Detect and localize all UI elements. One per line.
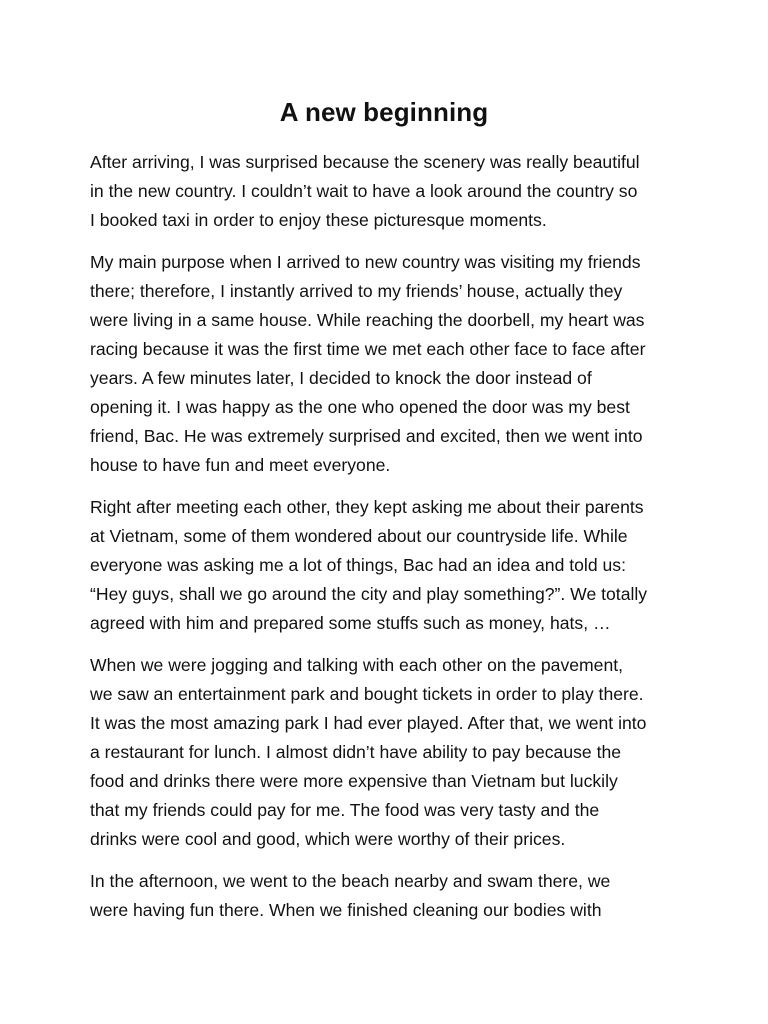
text-line: I booked taxi in order to enjoy these picturesque moments.	[90, 210, 547, 230]
text-line: at Vietnam, some of them wondered about our countryside life. While	[90, 526, 628, 546]
document-body	[90, 148, 682, 938]
text-line: drinks were cool and good, which were worthy of their prices.	[90, 829, 566, 849]
text-line: years. A few minutes later, I decided to knock the door instead of	[90, 368, 592, 388]
text-line: “Hey guys, shall we go around the city and play something?”. We totally	[90, 584, 648, 604]
paragraph-4	[90, 651, 682, 854]
text-line: house to have fun and meet everyone.	[90, 455, 391, 475]
text-line: food and drinks there were more expensive than Vietnam but luckily	[90, 771, 618, 791]
text-line: racing because it was the first time we met each other face to face after	[90, 339, 646, 359]
paragraph-3	[90, 493, 682, 638]
text-line: were having fun there. When we finished cleaning our bodies with	[90, 900, 602, 920]
text-line: were living in a same house. While reaching the doorbell, my heart was	[90, 310, 645, 330]
text-line: It was the most amazing park I had ever played. After that, we went into	[90, 713, 647, 733]
text-line: Right after meeting each other, they kept asking me about their parents	[90, 497, 644, 517]
text-line: we saw an entertainment park and bought tickets in order to play there.	[90, 684, 644, 704]
paragraph-1	[90, 148, 682, 235]
text-line: that my friends could pay for me. The food was very tasty and the	[90, 800, 600, 820]
text-line: in the new country. I couldn’t wait to have a look around the country so	[90, 181, 638, 201]
paragraph-5	[90, 867, 682, 925]
text-line: agreed with him and prepared some stuffs such as money, hats, …	[90, 613, 611, 633]
text-line: friend, Bac. He was extremely surprised and excited, then we went into	[90, 426, 643, 446]
document-title: A new beginning	[279, 97, 489, 127]
text-line: everyone was asking me a lot of things, Bac had an idea and told us:	[90, 555, 626, 575]
text-line: In the afternoon, we went to the beach nearby and swam there, we	[90, 871, 611, 891]
text-line: When we were jogging and talking with each other on the pavement,	[90, 655, 624, 675]
text-line: opening it. I was happy as the one who opened the door was my best	[90, 397, 630, 417]
text-line: After arriving, I was surprised because the scenery was really beautiful	[90, 152, 640, 172]
text-line: My main purpose when I arrived to new country was visiting my friends	[90, 252, 641, 272]
text-line: a restaurant for lunch. I almost didn’t have ability to pay because the	[90, 742, 622, 762]
text-line: there; therefore, I instantly arrived to my friends’ house, actually they	[90, 281, 623, 301]
paragraph-2	[90, 248, 682, 480]
